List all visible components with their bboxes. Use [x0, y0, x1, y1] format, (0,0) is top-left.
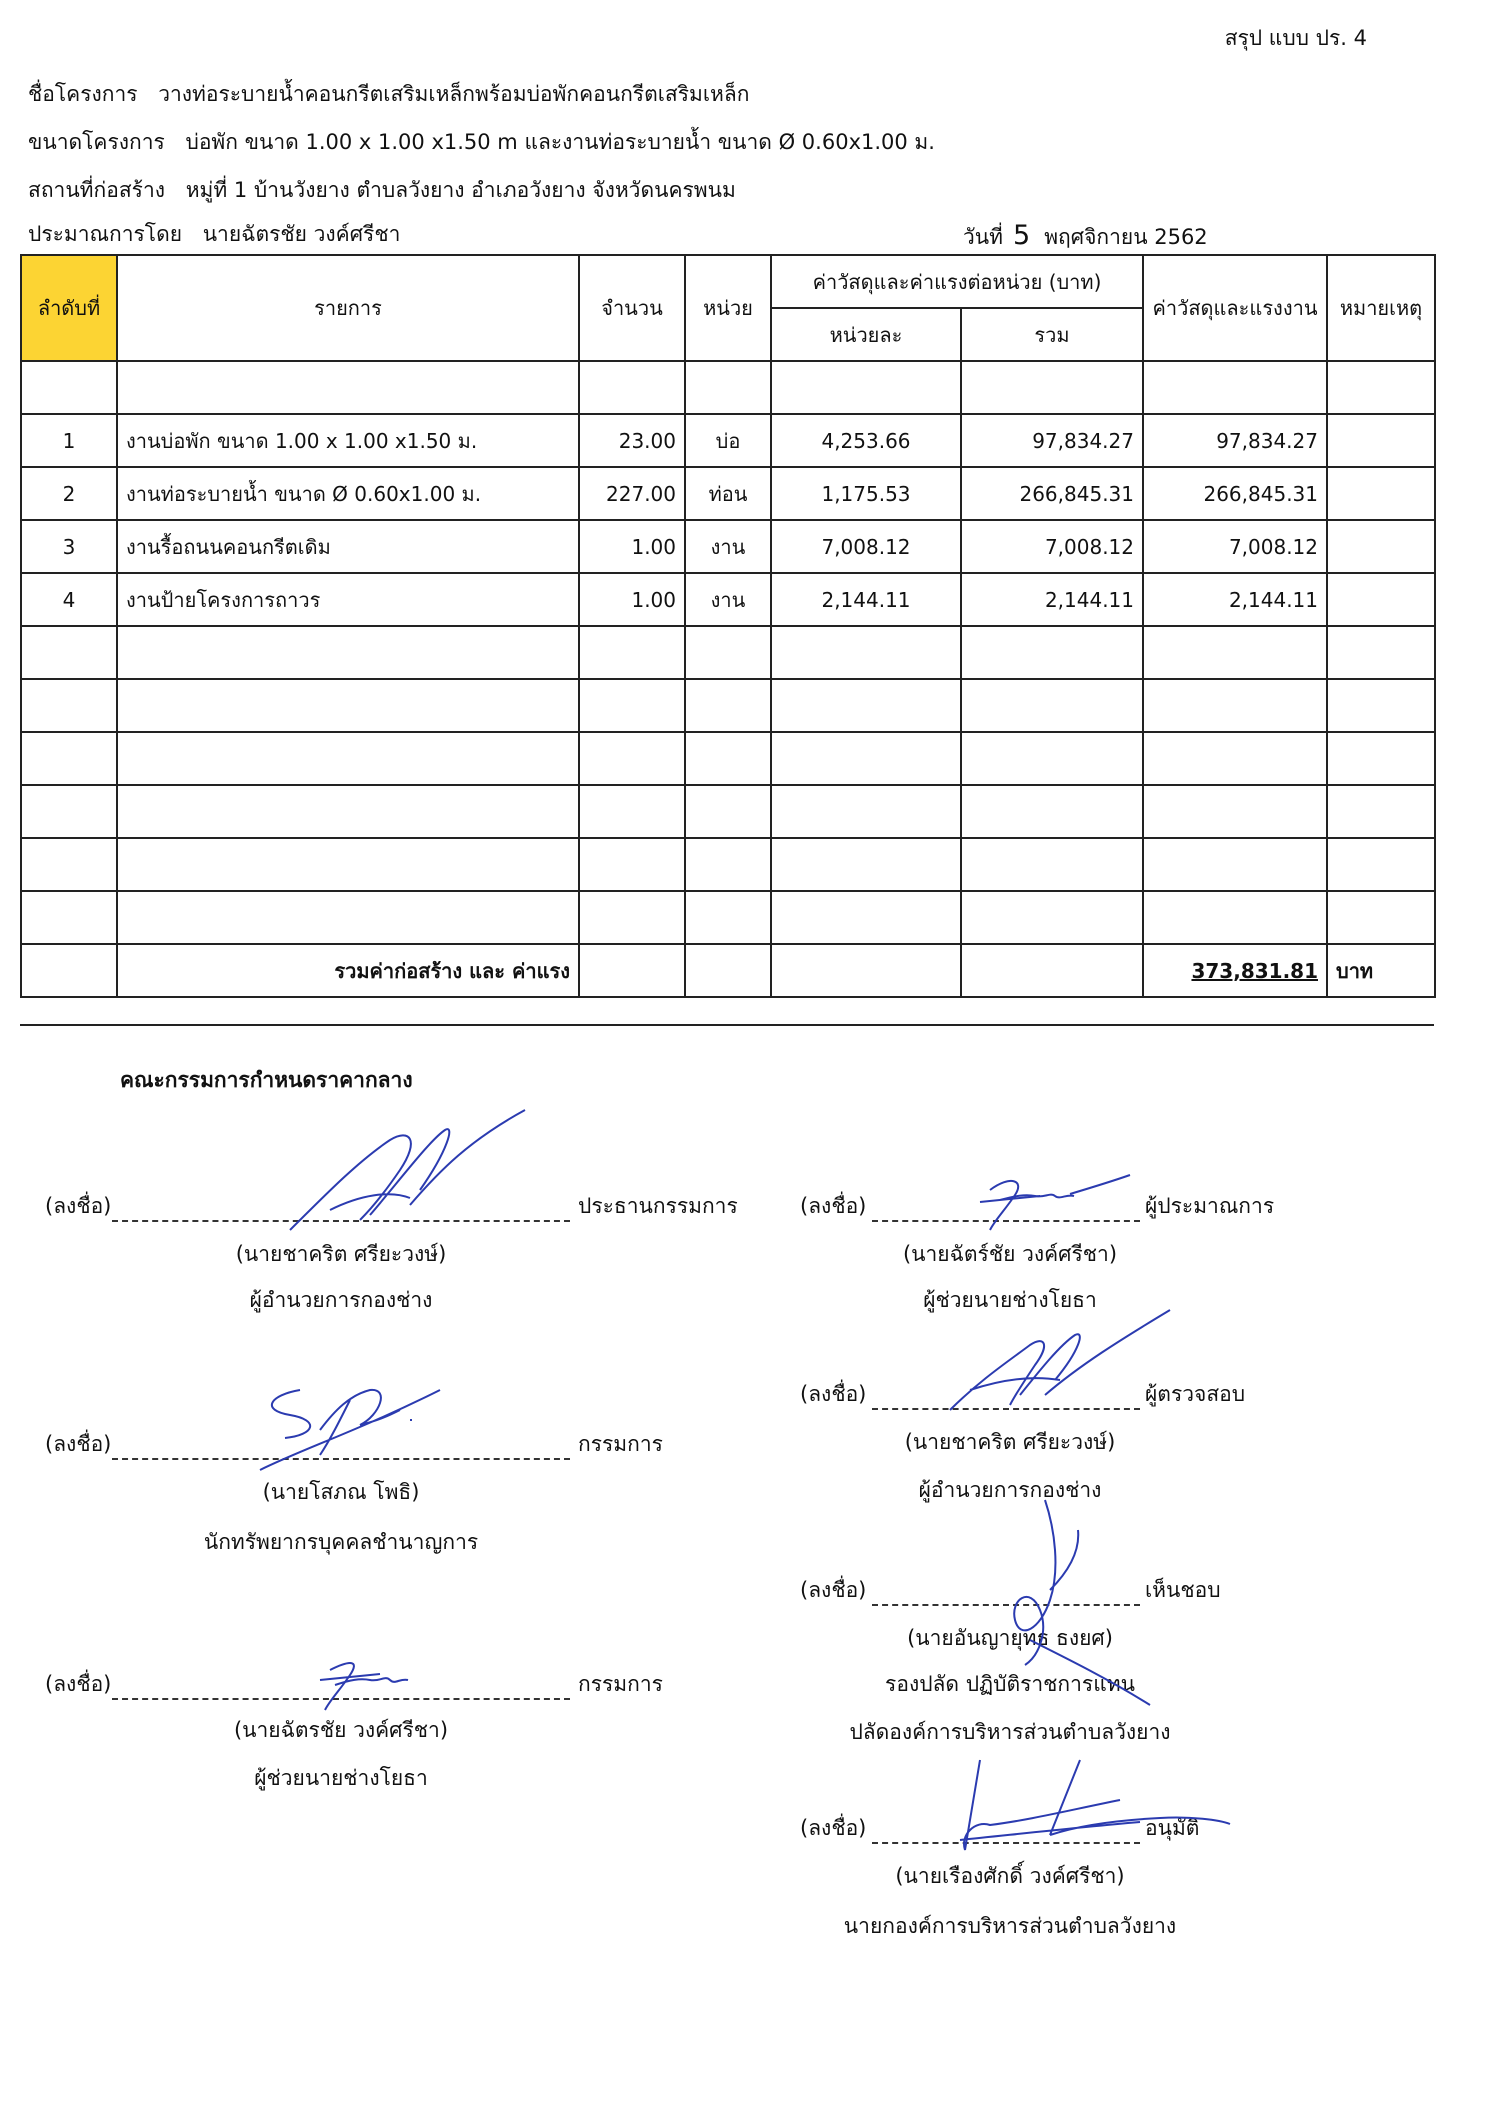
cell-unit-price: 1,175.53 [771, 467, 961, 520]
grand-total: 373,831.81 [1143, 944, 1327, 997]
signer-position: ผู้ช่วยนายช่างโยธา [254, 1766, 428, 1790]
grand-total-unit: บาท [1327, 944, 1435, 997]
cell-qty: 227.00 [579, 467, 685, 520]
table-row [21, 520, 1435, 573]
cell-material-labor: 2,144.11 [1143, 573, 1327, 626]
cell-no: 1 [21, 414, 117, 467]
signer-name: (นายฉัตรชัย วงค์ศรีชา) [233, 1718, 449, 1742]
committee-title: คณะกรรมการกำหนดราคากลาง [120, 1068, 413, 1092]
cell-remark [1327, 573, 1435, 626]
form-code: สรุป แบบ ปร. 4 [1224, 26, 1367, 50]
cell-unit-price: 4,253.66 [771, 414, 961, 467]
cell-unit-price: 7,008.12 [771, 520, 961, 573]
date-row [963, 220, 1208, 254]
sign-label: (ลงชื่อ) [800, 1194, 867, 1218]
signer-name: (นายฉัตร์ชัย วงค์ศรีชา) [902, 1242, 1118, 1266]
signer-position: นายกองค์การบริหารส่วนตำบลวังยาง [843, 1914, 1177, 1938]
signer-role: เห็นชอบ [1145, 1578, 1221, 1602]
table-row-blank [21, 732, 1435, 785]
header-unit: หน่วย [685, 255, 771, 361]
signer-role: ผู้ประมาณการ [1145, 1194, 1275, 1218]
cell-qty: 1.00 [579, 573, 685, 626]
signer-name: (นายโสภณ โพธิ) [262, 1480, 420, 1504]
site-row [28, 174, 736, 207]
cell-total: 266,845.31 [961, 467, 1143, 520]
cell-item: งานบ่อพัก ขนาด 1.00 x 1.00 x1.50 ม. [117, 414, 579, 467]
signer-position: นักทรัพยากรบุคคลชำนาญการ [203, 1530, 479, 1554]
table-row [21, 467, 1435, 520]
cell-unit-price: 2,144.11 [771, 573, 961, 626]
table-row-blank [21, 626, 1435, 679]
cell-qty: 1.00 [579, 520, 685, 573]
signer-position: ผู้อำนวยการกองช่าง [918, 1478, 1102, 1502]
signer-name: (นายชาคริต ศรียะวงษ์) [235, 1242, 447, 1266]
cell-item: งานป้ายโครงการถาวร [117, 573, 579, 626]
site-label: สถานที่ก่อสร้าง [28, 178, 165, 202]
header-unit-price: หน่วยละ [771, 308, 961, 361]
header-no: ลำดับที่ [21, 255, 117, 361]
signer-name: (นายอันญายุทธ ธงยศ) [907, 1626, 1113, 1650]
signature-mark [930, 1300, 1180, 1430]
cell-total: 7,008.12 [961, 520, 1143, 573]
signature-mark [270, 1100, 540, 1250]
cell-unit: ท่อน [685, 467, 771, 520]
cell-no: 3 [21, 520, 117, 573]
cell-remark [1327, 520, 1435, 573]
cell-unit: งาน [685, 520, 771, 573]
date-day: 5 [1013, 220, 1031, 251]
header-total: รวม [961, 308, 1143, 361]
project-size-row [28, 126, 935, 159]
table-row-blank [21, 679, 1435, 732]
table-row-blank [21, 361, 1435, 414]
sign-label: (ลงชื่อ) [45, 1194, 112, 1218]
cell-material-labor: 266,845.31 [1143, 467, 1327, 520]
signer-position: ผู้อำนวยการกองช่าง [249, 1288, 433, 1312]
cell-no: 4 [21, 573, 117, 626]
cell-item: งานรื้อถนนคอนกรีตเดิม [117, 520, 579, 573]
estimator: นายฉัตรชัย วงค์ศรีชา [202, 222, 401, 246]
header-item: รายการ [117, 255, 579, 361]
sign-label: (ลงชื่อ) [800, 1382, 867, 1406]
signer-role: กรรมการ [578, 1432, 663, 1456]
cell-total: 97,834.27 [961, 414, 1143, 467]
cell-remark [1327, 414, 1435, 467]
signature-mark [920, 1740, 1240, 1870]
sign-label: (ลงชื่อ) [800, 1816, 867, 1840]
signature-mark [300, 1640, 440, 1720]
date-label: วันที่ [963, 225, 1003, 249]
signer-name: (นายเรืองศักดิ์ วงค์ศรีชา) [895, 1864, 1125, 1888]
header-material-labor: ค่าวัสดุและแรงงาน [1143, 255, 1327, 361]
signature-mark [240, 1370, 480, 1480]
boq-table [20, 254, 1436, 998]
signer-role: ประธานกรรมการ [578, 1194, 738, 1218]
site: หมู่ที่ 1 บ้านวังยาง ตำบลวังยาง อำเภอวังยาง จังหวัดนครพนม [185, 178, 736, 202]
total-label: รวมค่าก่อสร้าง และ ค่าแรง [117, 944, 579, 997]
estimator-label: ประมาณการโดย [28, 222, 183, 246]
table-row-blank [21, 838, 1435, 891]
signer-position: รองปลัด ปฏิบัติราชการแทน [885, 1672, 1135, 1696]
table-row-blank [21, 785, 1435, 838]
signer-role: กรรมการ [578, 1672, 663, 1696]
project-name-label: ชื่อโครงการ [28, 82, 138, 106]
table-row-blank [21, 891, 1435, 944]
project-name: วางท่อระบายน้ำคอนกรีตเสริมเหล็กพร้อมบ่อพักคอนกรีตเสริมเหล็ก [158, 82, 750, 106]
cell-remark [1327, 467, 1435, 520]
signature-mark [940, 1490, 1170, 1730]
cell-material-labor: 97,834.27 [1143, 414, 1327, 467]
cell-unit: งาน [685, 573, 771, 626]
signature-mark [960, 1160, 1140, 1240]
table-row [21, 414, 1435, 467]
table-bottom-double-rule [20, 1024, 1434, 1026]
cell-no: 2 [21, 467, 117, 520]
header-unit-cost-group: ค่าวัสดุและค่าแรงต่อหน่วย (บาท) [771, 255, 1143, 308]
table-row [21, 573, 1435, 626]
cell-qty: 23.00 [579, 414, 685, 467]
project-size-label: ขนาดโครงการ [28, 130, 165, 154]
sign-label: (ลงชื่อ) [45, 1432, 112, 1456]
cell-total: 2,144.11 [961, 573, 1143, 626]
header-qty: จำนวน [579, 255, 685, 361]
date-month-year: พฤศจิกายน 2562 [1044, 225, 1208, 249]
signer-role: ผู้ตรวจสอบ [1145, 1382, 1246, 1406]
signer-role: อนุมัติ [1145, 1816, 1200, 1840]
project-name-row [28, 78, 749, 111]
cell-item: งานท่อระบายน้ำ ขนาด Ø 0.60x1.00 ม. [117, 467, 579, 520]
project-size: บ่อพัก ขนาด 1.00 x 1.00 x1.50 m และงานท่อระบายน้ำ ขนาด Ø 0.60x1.00 ม. [185, 130, 935, 154]
sign-label: (ลงชื่อ) [45, 1672, 112, 1696]
total-row [21, 944, 1435, 997]
cell-unit: บ่อ [685, 414, 771, 467]
estimator-row [28, 218, 400, 251]
sign-label: (ลงชื่อ) [800, 1578, 867, 1602]
header-remark: หมายเหตุ [1327, 255, 1435, 361]
signer-name: (นายชาคริต ศรียะวงษ์) [904, 1430, 1116, 1454]
signer-position-2: ปลัดองค์การบริหารส่วนตำบลวังยาง [849, 1720, 1171, 1744]
cell-material-labor: 7,008.12 [1143, 520, 1327, 573]
signer-position: ผู้ช่วยนายช่างโยธา [923, 1288, 1097, 1312]
